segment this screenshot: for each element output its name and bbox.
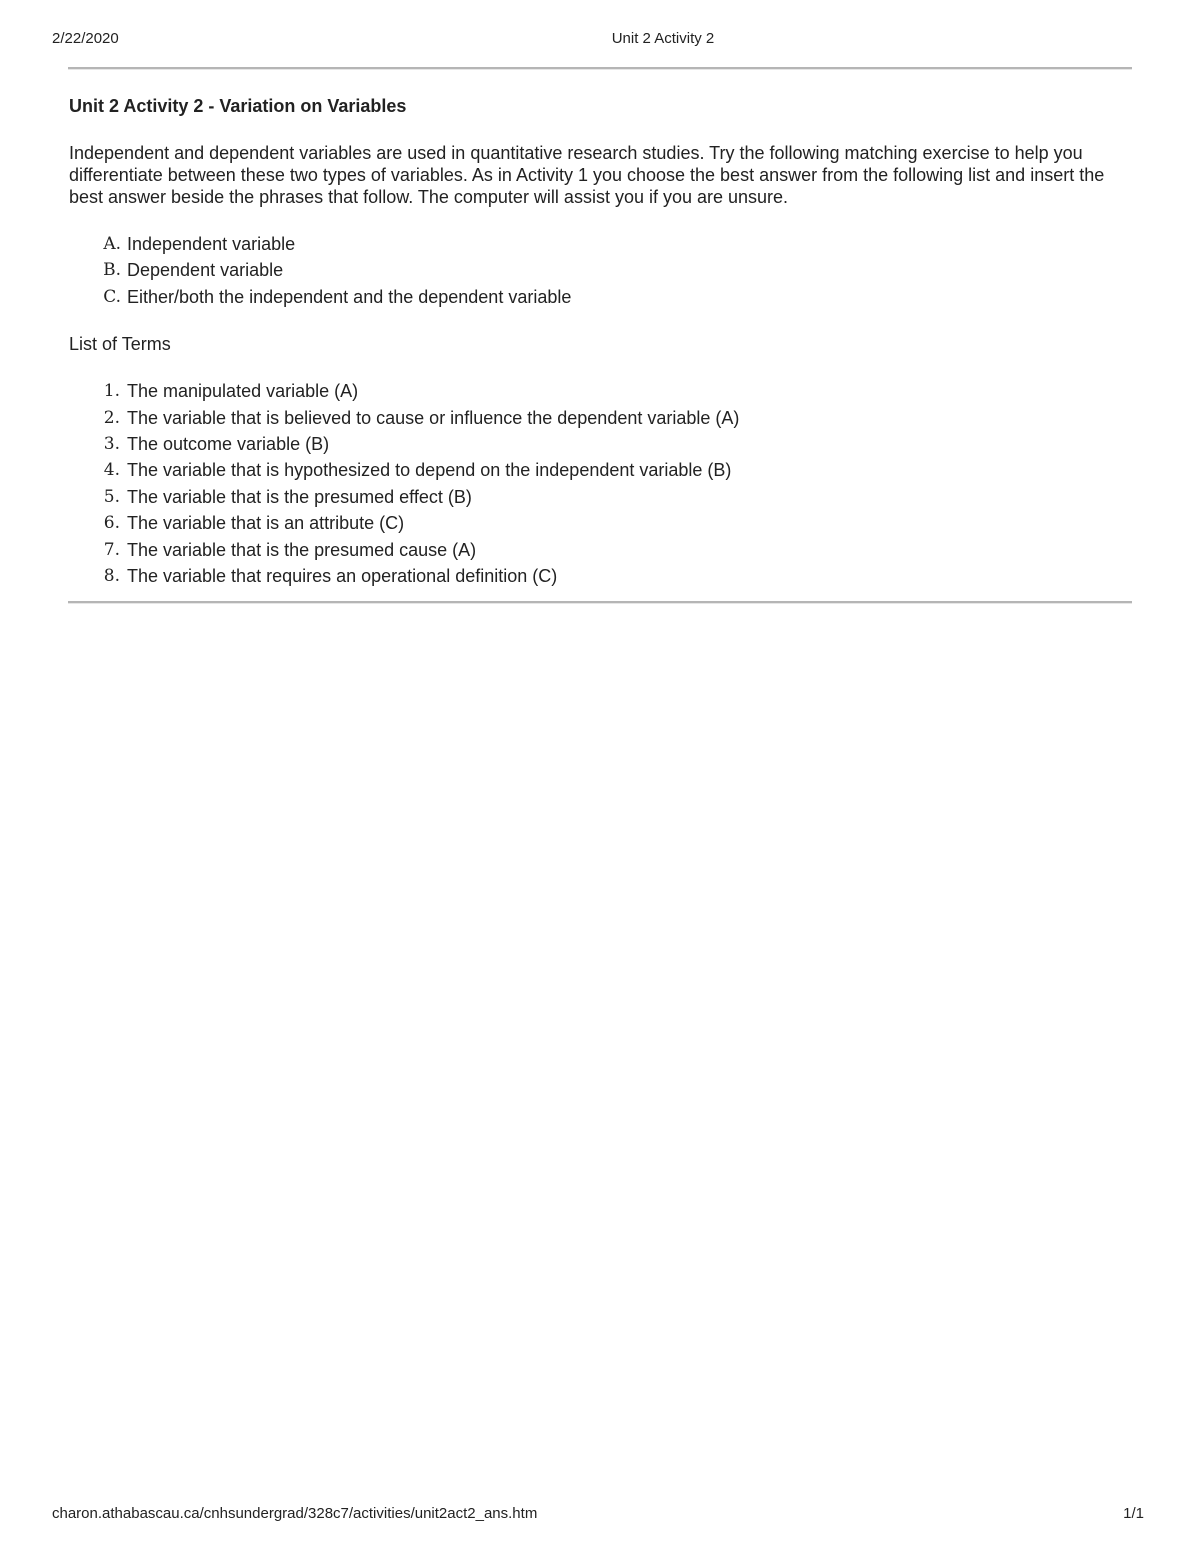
print-date: 2/22/2020 — [52, 30, 119, 47]
term-number: 3. — [103, 433, 120, 454]
page-number: 1/1 — [1123, 1505, 1144, 1522]
term-item — [69, 510, 1134, 536]
term-number: 1. — [103, 381, 120, 402]
terms-heading: List of Terms — [69, 334, 171, 355]
term-item — [69, 431, 1134, 457]
term-text: The outcome variable (B) — [127, 433, 330, 454]
term-text: The variable that is hypothesized to depend on the independent variable (B) — [127, 460, 732, 481]
answer-options-list — [69, 231, 1134, 310]
answer-option — [69, 257, 1134, 283]
term-text: The variable that requires an operational definition (C) — [127, 565, 558, 586]
answer-option — [69, 231, 1134, 257]
top-divider — [68, 67, 1132, 70]
term-item — [69, 378, 1134, 404]
term-item — [69, 563, 1134, 589]
term-text: The variable that is the presumed cause (A) — [127, 539, 477, 560]
terms-list — [69, 378, 1134, 589]
term-item — [69, 537, 1134, 563]
option-marker: A. — [103, 234, 121, 254]
term-number: 5. — [103, 486, 120, 507]
print-header — [0, 30, 1200, 50]
option-text: Dependent variable — [127, 260, 284, 281]
term-item — [69, 457, 1134, 483]
term-number: 2. — [103, 407, 120, 428]
answer-option — [69, 284, 1134, 310]
term-text: The manipulated variable (A) — [127, 381, 359, 402]
bottom-divider — [68, 601, 1132, 604]
page-title: Unit 2 Activity 2 - Variation on Variables — [69, 96, 407, 116]
intro-paragraph: Independent and dependent variables are used in quantitative research studies. Try the following matching exercise to help you differentiate between these two types of variables. As in Activity 1 you choose the best answer from the following list and insert the best answer beside the phrases that follow. The computer will assist you if you are unsure. — [69, 143, 1105, 207]
print-url: charon.athabascau.ca/cnhsundergrad/328c7/activities/unit2act2_ans.htm — [52, 1505, 538, 1522]
term-text: The variable that is believed to cause or influence the dependent variable (A) — [127, 407, 740, 428]
option-marker: B. — [103, 260, 121, 281]
term-item — [69, 484, 1134, 510]
option-text: Either/both the independent and the dependent variable — [127, 286, 572, 307]
term-number: 6. — [103, 513, 120, 534]
term-text: The variable that is an attribute (C) — [127, 513, 405, 534]
document-body — [69, 94, 1134, 589]
term-number: 8. — [103, 565, 120, 586]
print-footer — [0, 1505, 1200, 1525]
term-number: 4. — [103, 460, 120, 481]
option-marker: C. — [103, 286, 121, 307]
print-page-title: Unit 2 Activity 2 — [611, 30, 715, 47]
term-item — [69, 405, 1134, 431]
term-text: The variable that is the presumed effect (B) — [127, 486, 472, 507]
term-number: 7. — [103, 539, 120, 560]
option-text: Independent variable — [127, 234, 296, 254]
